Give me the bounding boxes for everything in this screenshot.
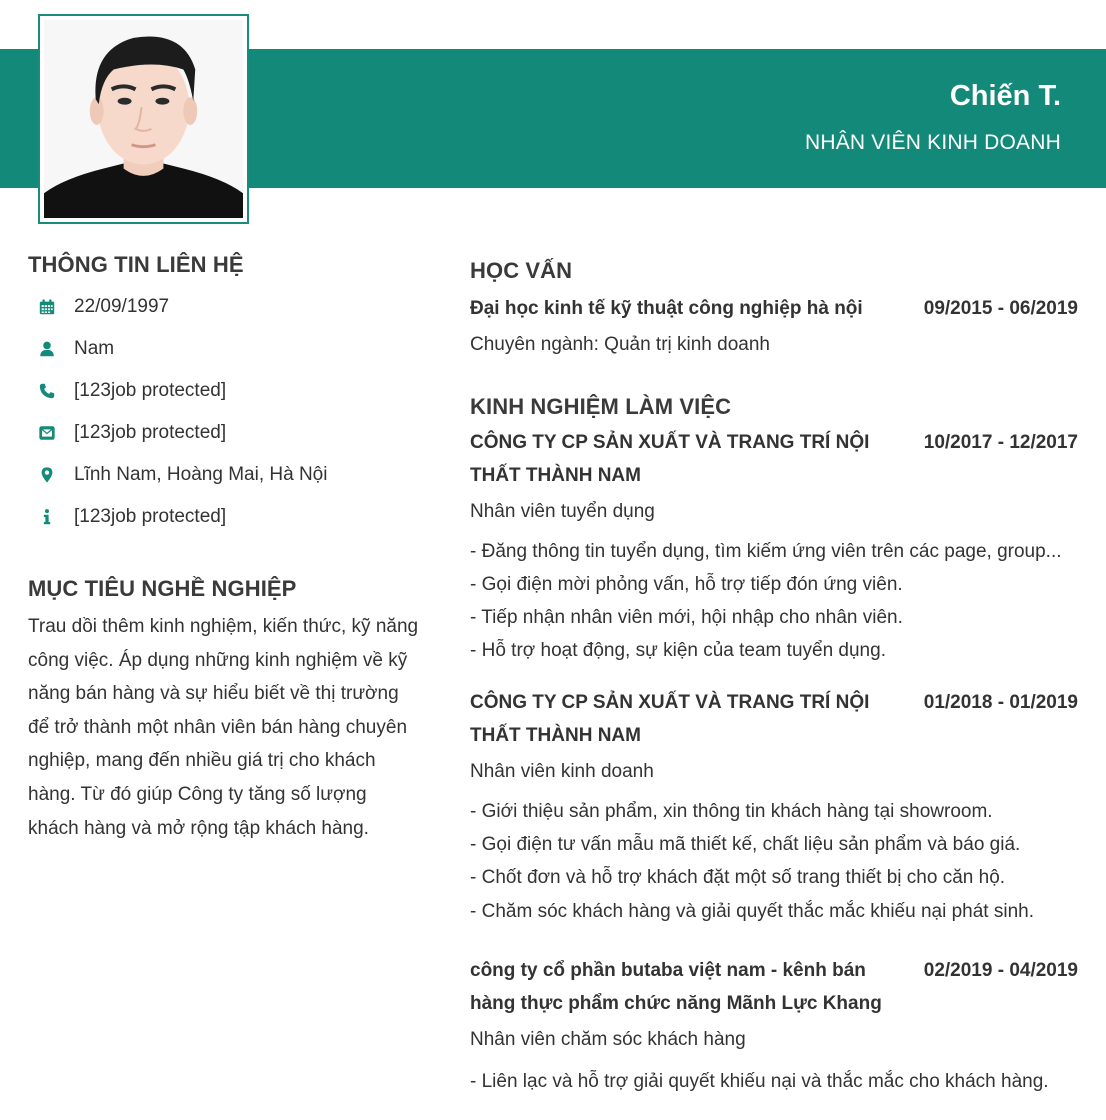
profile-photo-frame (38, 14, 249, 224)
job-duty: - Chốt đơn và hỗ trợ khách đặt một số trang thiết bị cho căn hộ. (470, 867, 1006, 889)
school-name: Đại học kinh tế kỹ thuật công nghiệp hà nội (470, 298, 863, 319)
job-duty: - Tiếp nhận nhân viên mới, hội nhập cho nhân viên. (470, 607, 903, 629)
contact-item-gender (28, 328, 428, 370)
job-date: 02/2019 - 04/2019 (923, 959, 1078, 981)
gender-text: Nam (74, 338, 115, 359)
job-item (470, 426, 1080, 668)
job-duty: - Gọi điện mời phỏng vấn, hỗ trợ tiếp đón ứng viên. (470, 573, 903, 595)
contact-item-address (28, 454, 428, 496)
job-duties (470, 795, 1080, 928)
job-duties (470, 535, 1080, 668)
job-company: công ty cổ phần butaba việt nam - kênh bán hàng thực phẩm chức năng Mãnh Lực Khang (470, 959, 882, 1015)
education-major: Chuyên ngành: Quản trị kinh doanh (470, 333, 770, 355)
person-portrait-icon (44, 20, 243, 218)
job-item (470, 954, 1080, 1098)
address-text: Lĩnh Nam, Hoàng Mai, Hà Nội (74, 464, 328, 485)
job-duty: - Hỗ trợ hoạt động, sự kiện của team tuyển dụng. (470, 640, 886, 662)
experience-section-title: KINH NGHIỆM LÀM VIỆC (470, 393, 732, 419)
contact-item-phone (28, 370, 428, 412)
envelope-icon (37, 423, 57, 443)
education-item (470, 292, 1080, 364)
job-position: Nhân viên chăm sóc khách hàng (470, 1028, 746, 1050)
contact-list (28, 286, 428, 538)
objective-text: Trau dồi thêm kinh nghiệm, kiến thức, kỹ năng công việc. Áp dụng những kinh nghiệm về kỹ năng bán hàng và sự hiểu biết về thị trường để trở thành một nhân viên bán hàng chuyên nghiệp, mang đến nhiều giá trị cho khách hàng. Từ đó giúp Công ty tăng số lượng khách hàng và mở rộng tập khách hàng. (28, 616, 419, 839)
job-duty: - Đăng thông tin tuyển dụng, tìm kiếm ứng viên trên các page, group... (470, 540, 1062, 562)
job-date: 10/2017 - 12/2017 (923, 431, 1078, 453)
candidate-job-title: NHÂN VIÊN KINH DOANH (804, 131, 1061, 154)
job-position: Nhân viên tuyển dụng (470, 500, 655, 522)
job-duty: - Chăm sóc khách hàng và giải quyết thắc mắc khiếu nại phát sinh. (470, 900, 1034, 922)
map-marker-icon (37, 465, 57, 485)
job-duties (470, 1065, 1080, 1098)
info-icon (37, 507, 57, 527)
job-date: 01/2018 - 01/2019 (923, 691, 1078, 713)
calendar-icon (37, 297, 57, 317)
job-duty: - Liên lạc và hỗ trợ giải quyết khiếu nại và thắc mắc cho khách hàng. (470, 1070, 1049, 1092)
job-position: Nhân viên kinh doanh (470, 760, 654, 782)
education-date: 09/2015 - 06/2019 (923, 298, 1078, 319)
info-text: [123job protected] (74, 506, 227, 527)
job-company: CÔNG TY CP SẢN XUẤT VÀ TRANG TRÍ NỘI THẤT THÀNH NAM (470, 691, 870, 747)
profile-photo (44, 20, 243, 218)
user-icon (37, 339, 57, 359)
contact-section-title: THÔNG TIN LIÊN HỆ (28, 252, 244, 277)
phone-icon (37, 381, 57, 401)
email-text: [123job protected] (74, 422, 227, 443)
birthday-text: 22/09/1997 (74, 296, 170, 317)
job-duty: - Giới thiệu sản phẩm, xin thông tin khách hàng tại showroom. (470, 800, 993, 822)
objective-section-title: MỤC TIÊU NGHỀ NGHIỆP (28, 576, 297, 601)
job-item (470, 686, 1080, 928)
phone-text: [123job protected] (74, 380, 227, 401)
contact-item-birthday (28, 286, 428, 328)
job-company: CÔNG TY CP SẢN XUẤT VÀ TRANG TRÍ NỘI THẤT THÀNH NAM (470, 431, 870, 486)
job-duty: - Gọi điện tư vấn mẫu mã thiết kế, chất liệu sản phẩm và báo giá. (470, 833, 1021, 855)
right-column (470, 258, 1080, 1098)
left-column (28, 252, 428, 845)
education-section-title: HỌC VẤN (470, 258, 573, 283)
candidate-name: Chiến T. (949, 80, 1061, 112)
contact-item-email (28, 412, 428, 454)
contact-item-info (28, 496, 428, 538)
